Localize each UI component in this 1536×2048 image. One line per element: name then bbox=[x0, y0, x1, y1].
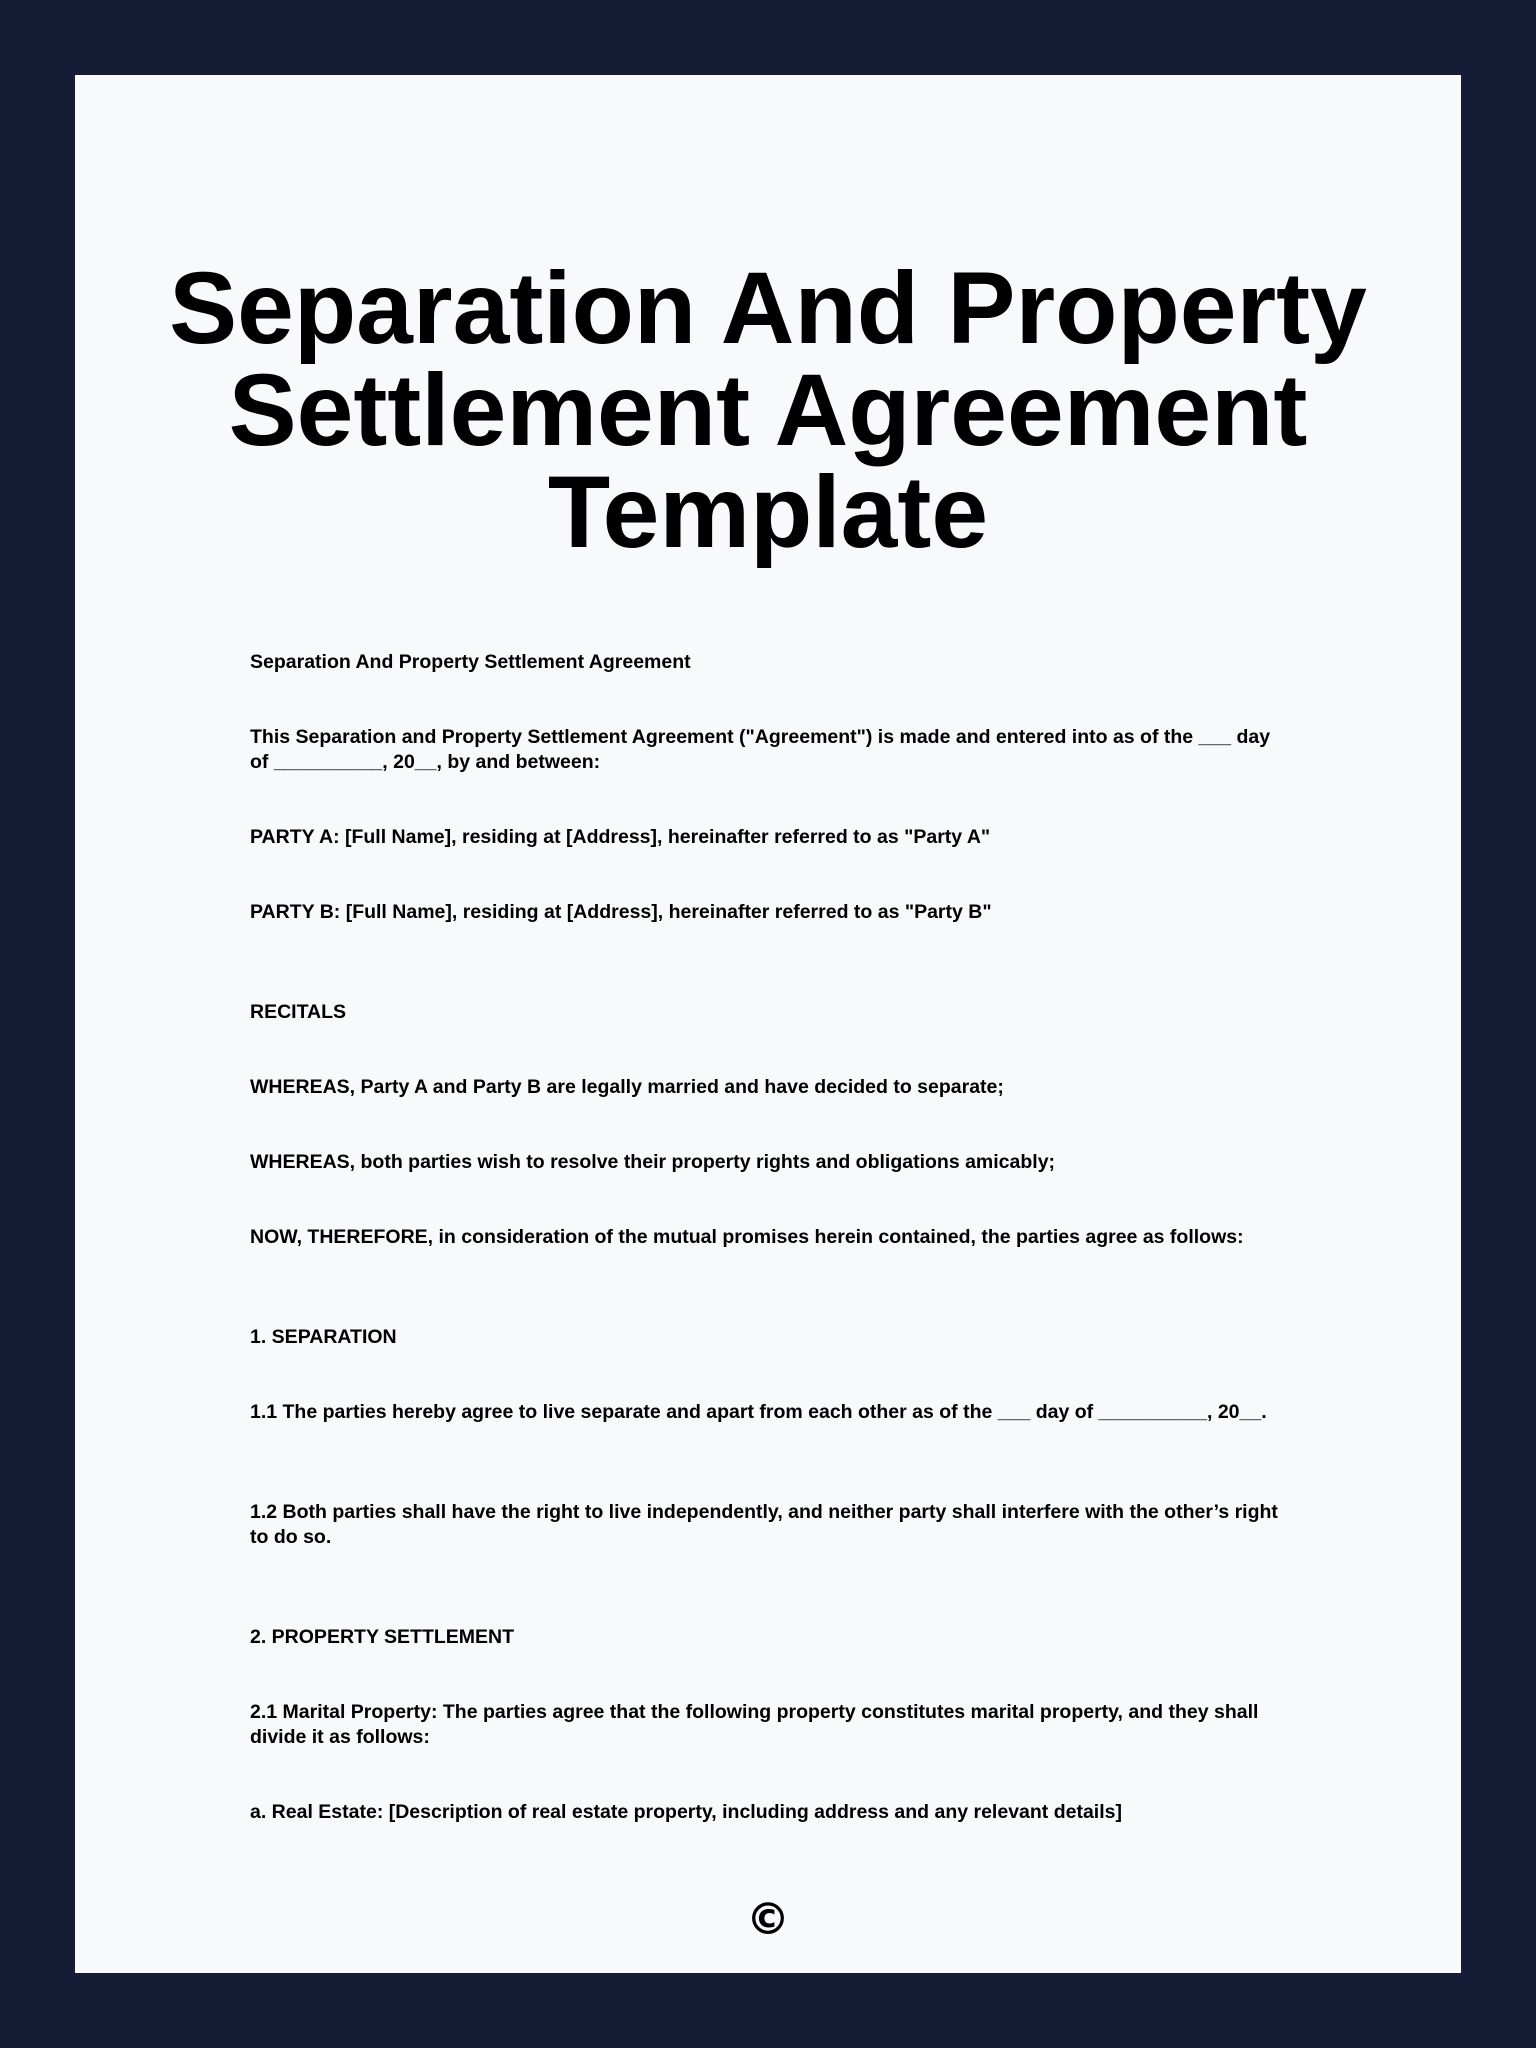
document-page bbox=[75, 75, 1461, 1973]
clause-1-1: 1.1 The parties hereby agree to live separate and apart from each other as of the ___ day of __________, 20__. bbox=[250, 1401, 1267, 1423]
party-a-paragraph: PARTY A: [Full Name], residing at [Address], hereinafter referred to as "Party A" bbox=[250, 826, 991, 848]
intro-paragraph: This Separation and Property Settlement Agreement ("Agreement") is made and entered into as of the ___ day of __________, 20__, by and between: bbox=[250, 726, 1271, 773]
now-therefore-paragraph: NOW, THEREFORE, in consideration of the mutual promises herein contained, the parties agree as follows: bbox=[250, 1226, 1244, 1248]
clause-2-1-a: a. Real Estate: [Description of real estate property, including address and any relevant details] bbox=[250, 1801, 1122, 1823]
clause-1-2: 1.2 Both parties shall have the right to live independently, and neither party shall interfere with the other’s right to do so. bbox=[250, 1501, 1278, 1548]
section-1-heading: 1. SEPARATION bbox=[250, 1326, 397, 1348]
document-title: Separation And Property Settlement Agreement Template bbox=[169, 251, 1367, 569]
party-b-paragraph: PARTY B: [Full Name], residing at [Address], hereinafter referred to as "Party B" bbox=[250, 901, 992, 923]
agreement-heading: Separation And Property Settlement Agreement bbox=[250, 651, 691, 673]
whereas-paragraph-2: WHEREAS, both parties wish to resolve their property rights and obligations amicably; bbox=[250, 1151, 1056, 1173]
clause-2-1: 2.1 Marital Property: The parties agree that the following property constitutes marital property, and they shall divide it as follows: bbox=[250, 1701, 1259, 1748]
copyright-icon: © bbox=[746, 1894, 790, 1945]
recitals-heading: RECITALS bbox=[250, 1001, 347, 1023]
whereas-paragraph-1: WHEREAS, Party A and Party B are legally married and have decided to separate; bbox=[250, 1076, 1004, 1098]
section-2-heading: 2. PROPERTY SETTLEMENT bbox=[250, 1626, 515, 1648]
